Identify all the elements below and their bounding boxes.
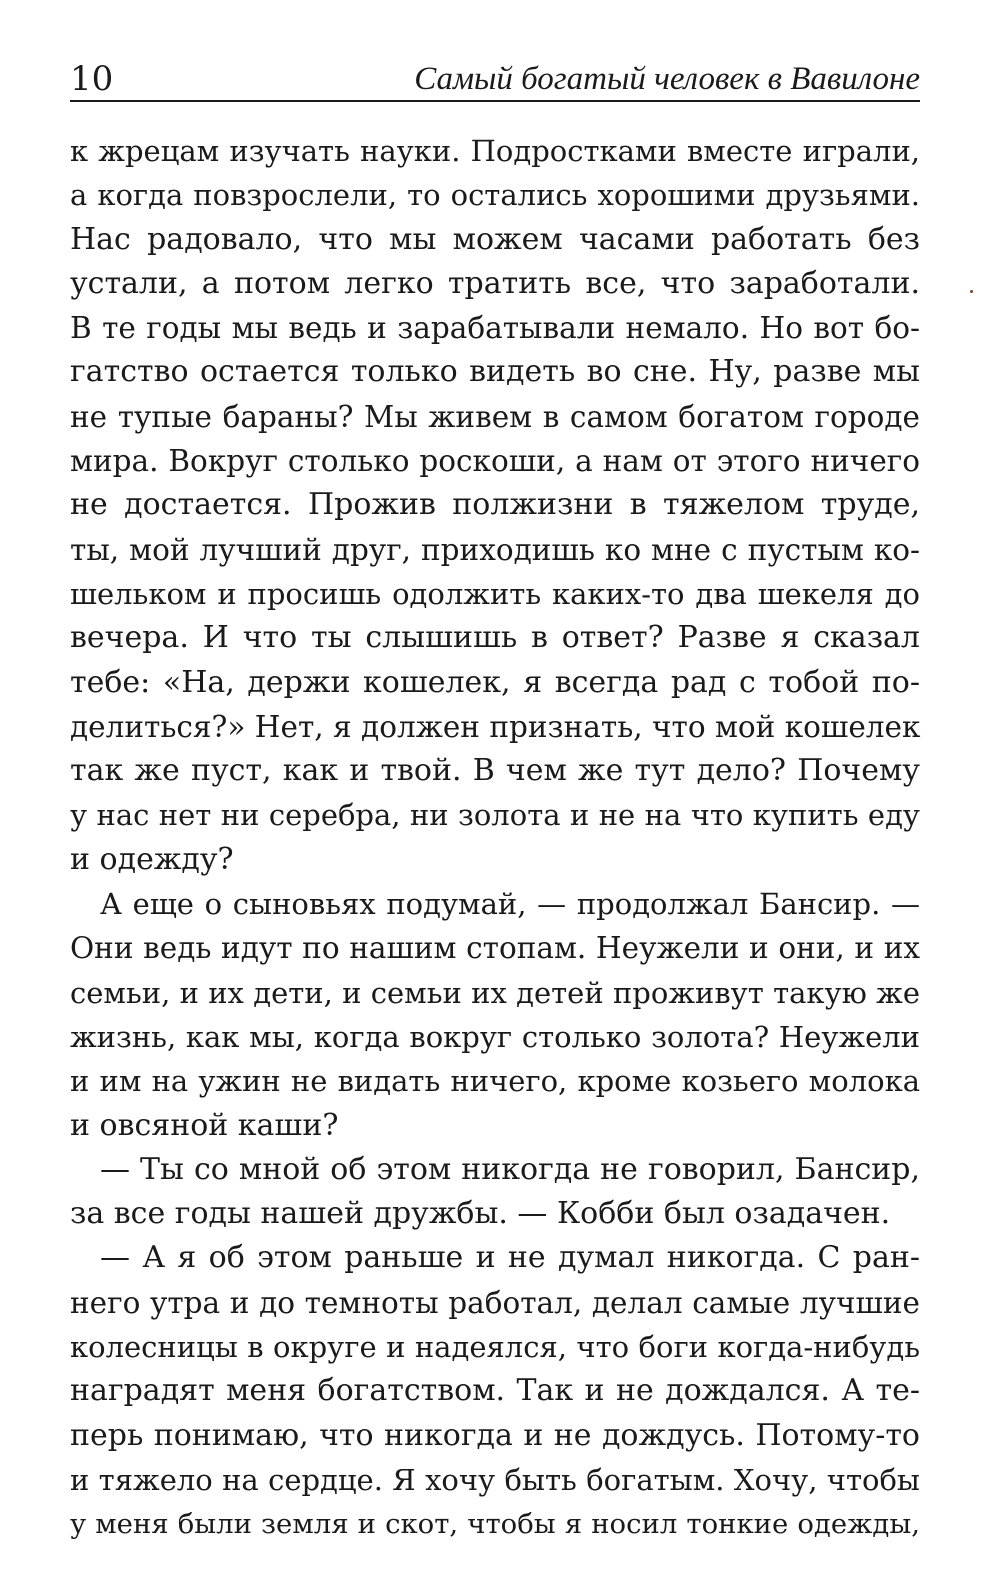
text-line: и им на ужин не видать ничего, кроме козьего молока: [70, 1064, 920, 1099]
text-line: семьи, и их дети, и семьи их детей проживут такую же: [70, 975, 920, 1010]
text-line: и овсяной каши?: [70, 1107, 339, 1143]
text-line: перь понимаю, что никогда и не дождусь. Потому-то: [70, 1417, 920, 1453]
text-line: шельком и просишь одолжить каких-то два шекеля до: [70, 576, 920, 611]
text-line: А еще о сыновьях подумай, — продолжал Бансир. —: [100, 887, 920, 922]
text-line: к жрецам изучать науки. Подростками вместе играли,: [70, 134, 920, 168]
text-line: не тупые бараны? Мы живем в самом богатом городе: [70, 399, 920, 434]
text-line: так же пуст, как и твой. В чем же тут дело? Почему: [70, 753, 920, 789]
stray-ink-mark: [970, 290, 973, 293]
page-number: 10: [70, 59, 114, 99]
text-line: у нас нет ни серебра, ни золота и не на что купить еду: [70, 798, 920, 833]
text-line: устали, а потом легко тратить все, что заработали.: [70, 265, 920, 301]
text-line: у меня были земля и скот, чтобы я носил тонкие одежды,: [70, 1508, 920, 1541]
text-line: не достается. Прожив полжизни в тяжелом труде,: [70, 487, 920, 523]
text-line: Нас радовало, что мы можем часами работать без: [70, 221, 920, 257]
text-line: а когда повзрослели, то остались хорошими друзьями.: [70, 178, 920, 213]
text-line: тебе: «На, держи кошелек, я всегда рад с тобой по-: [70, 664, 920, 700]
text-line: — А я об этом раньше и не думал никогда. С ран-: [100, 1240, 920, 1276]
text-line: вечера. И что ты слышишь в ответ? Разве я сказал: [70, 620, 920, 656]
book-title: Самый богатый человек в Вавилоне: [414, 61, 920, 97]
text-line: и одежду?: [70, 841, 234, 877]
text-line: — Ты со мной об этом никогда не говорил, Бансир,: [100, 1151, 920, 1187]
text-line: делиться?» Нет, я должен признать, что мой кошелек: [70, 709, 921, 744]
text-line: за все годы нашей дружбы. — Кобби был озадачен.: [70, 1196, 891, 1232]
text-line: наградят меня богатством. Так и не дождался. А те-: [70, 1373, 920, 1409]
running-header: [70, 52, 920, 102]
text-line: Они ведь идут по нашим стопам. Неужели и они, и их: [70, 931, 920, 966]
text-line: мира. Вокруг столько роскоши, а нам от этого ничего: [70, 444, 920, 479]
text-line: колесницы в округе и надеялся, что боги когда-нибудь: [70, 1330, 920, 1365]
text-line: В те годы мы ведь и зарабатывали немало. Но вот бо-: [70, 311, 920, 346]
text-line: него утра и до темноты работал, делал самые лучшие: [70, 1285, 920, 1320]
text-line: и тяжело на сердце. Я хочу быть богатым. Хочу, чтобы: [70, 1462, 920, 1497]
text-line: ты, мой лучший друг, приходишь ко мне с пустым ко-: [70, 532, 920, 567]
body-text: [70, 129, 920, 1547]
text-line: жизнь, как мы, когда вокруг столько золота? Неужели: [70, 1019, 920, 1054]
text-line: гатство остается только видеть во сне. Ну, разве мы: [70, 354, 920, 390]
